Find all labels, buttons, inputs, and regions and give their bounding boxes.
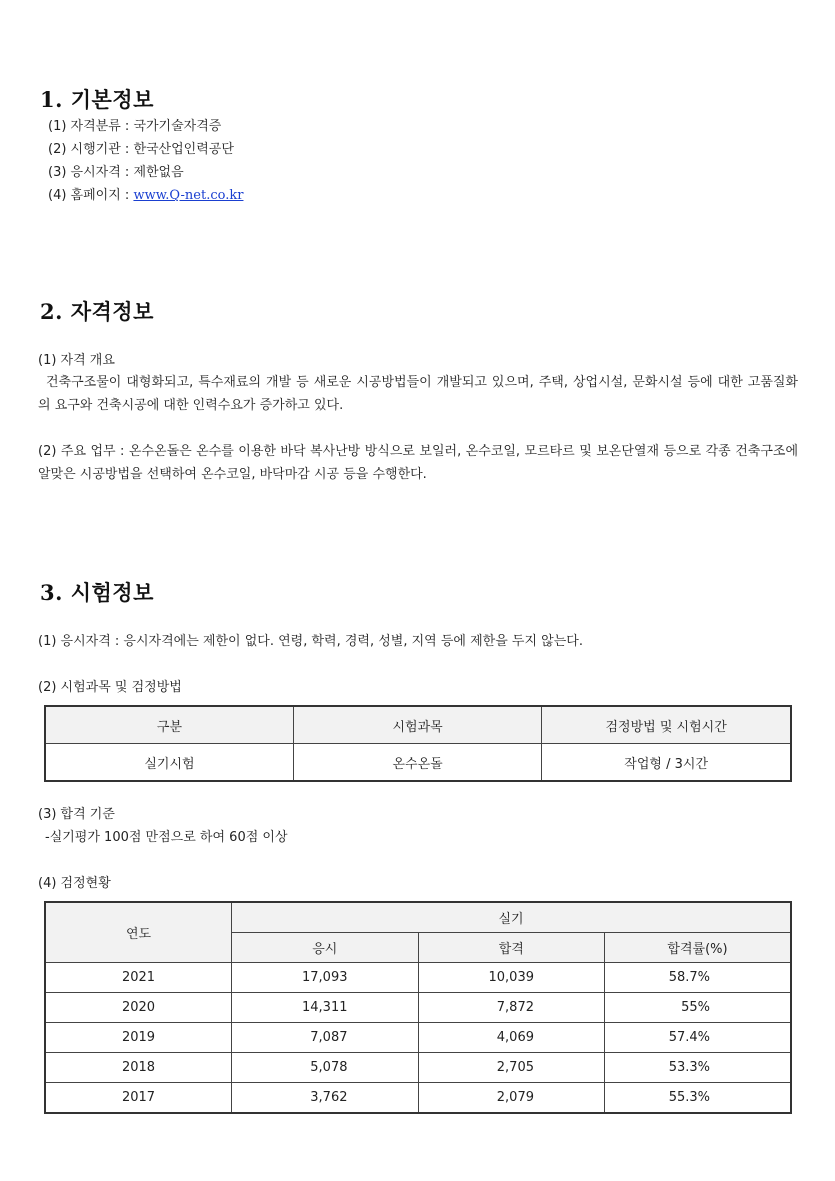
info-label: (1) 자격분류 : [48, 119, 134, 134]
table-header-row [45, 706, 791, 744]
info-value: 한국산업인력공단 [133, 142, 234, 157]
info-line-eligibility [48, 164, 184, 182]
passed-cell: 10,039 [418, 963, 605, 993]
table-row [45, 744, 791, 782]
column-header: 시험과목 [293, 706, 541, 744]
column-header: 응시 [232, 933, 419, 963]
passed-cell: 2,079 [418, 1083, 605, 1114]
table-cell: 온수온돌 [293, 744, 541, 782]
table-row [45, 1053, 791, 1083]
applicants-cell: 3,762 [232, 1083, 419, 1114]
table-row [45, 993, 791, 1023]
exam-method-table [44, 705, 792, 782]
section-title-basic-info: 1. 기본정보 [40, 87, 154, 112]
section-title-qualification-info: 2. 자격정보 [40, 299, 154, 324]
passed-cell: 7,872 [418, 993, 605, 1023]
column-header: 구분 [45, 706, 293, 744]
info-line-homepage [48, 187, 243, 205]
passed-cell: 4,069 [418, 1023, 605, 1053]
column-header: 검정방법 및 시험시간 [542, 706, 791, 744]
overview-paragraph: 건축구조물이 대형화되고, 특수재료의 개발 등 새로운 시공방법들이 개발되고 있으며, 주택, 상업시설, 문화시설 등에 대한 고품질화의 요구와 건축시공에 대한 인력수요가 증가하고 있다. [38, 375, 798, 413]
year-cell: 2020 [45, 993, 232, 1023]
info-line-category [48, 118, 221, 136]
table-row [45, 1083, 791, 1114]
info-line-agency [48, 141, 234, 159]
column-header: 합격률(%) [605, 933, 792, 963]
applicants-cell: 7,087 [232, 1023, 419, 1053]
pass-criteria-text: -실기평가 100점 만점으로 하여 60점 이상 [45, 830, 288, 845]
section-title-exam-info: 3. 시험정보 [40, 580, 154, 605]
info-value: 제한없음 [133, 165, 184, 180]
group-column-header: 실기 [232, 902, 792, 933]
table-cell: 실기시험 [45, 744, 293, 782]
exam-status-table [44, 901, 792, 1114]
exam-eligibility: (1) 응시자격 : 응시자격에는 제한이 없다. 연령, 학력, 경력, 성별, 지역 등에 제한을 두지 않는다. [38, 634, 583, 649]
pass-rate-cell: 55% [605, 993, 792, 1023]
status-heading: (4) 검정현황 [38, 876, 111, 891]
info-label: (2) 시행기관 : [48, 142, 134, 157]
table-header-row [45, 902, 791, 933]
pass-rate-cell: 58.7% [605, 963, 792, 993]
duties-paragraph: (2) 주요 업무 : 온수온돌은 온수를 이용한 바닥 복사난방 방식으로 보일러, 온수코일, 모르타르 및 보온단열재 등으로 각종 건축구조에 알맞은 시공방법을 선택하여 온수코일, 바닥마감 시공 등을 수행한다. [38, 444, 798, 482]
year-cell: 2019 [45, 1023, 232, 1053]
pass-rate-cell: 55.3% [605, 1083, 792, 1114]
applicants-cell: 5,078 [232, 1053, 419, 1083]
table-row [45, 963, 791, 993]
info-label: (3) 응시자격 : [48, 165, 134, 180]
column-header: 합격 [418, 933, 605, 963]
year-column-header: 연도 [45, 902, 232, 963]
overview-heading: (1) 자격 개요 [38, 353, 115, 368]
info-label: (4) 홈페이지 : [48, 188, 134, 203]
table-row [45, 1023, 791, 1053]
pass-rate-cell: 53.3% [605, 1053, 792, 1083]
year-cell: 2017 [45, 1083, 232, 1114]
passed-cell: 2,705 [418, 1053, 605, 1083]
year-cell: 2018 [45, 1053, 232, 1083]
pass-criteria-heading: (3) 합격 기준 [38, 807, 115, 822]
table-cell: 작업형 / 3시간 [542, 744, 791, 782]
homepage-link[interactable]: www.Q-net.co.kr [133, 188, 244, 203]
subjects-heading: (2) 시험과목 및 검정방법 [38, 680, 182, 695]
info-value: 국가기술자격증 [133, 119, 222, 134]
pass-rate-cell: 57.4% [605, 1023, 792, 1053]
applicants-cell: 14,311 [232, 993, 419, 1023]
year-cell: 2021 [45, 963, 232, 993]
applicants-cell: 17,093 [232, 963, 419, 993]
